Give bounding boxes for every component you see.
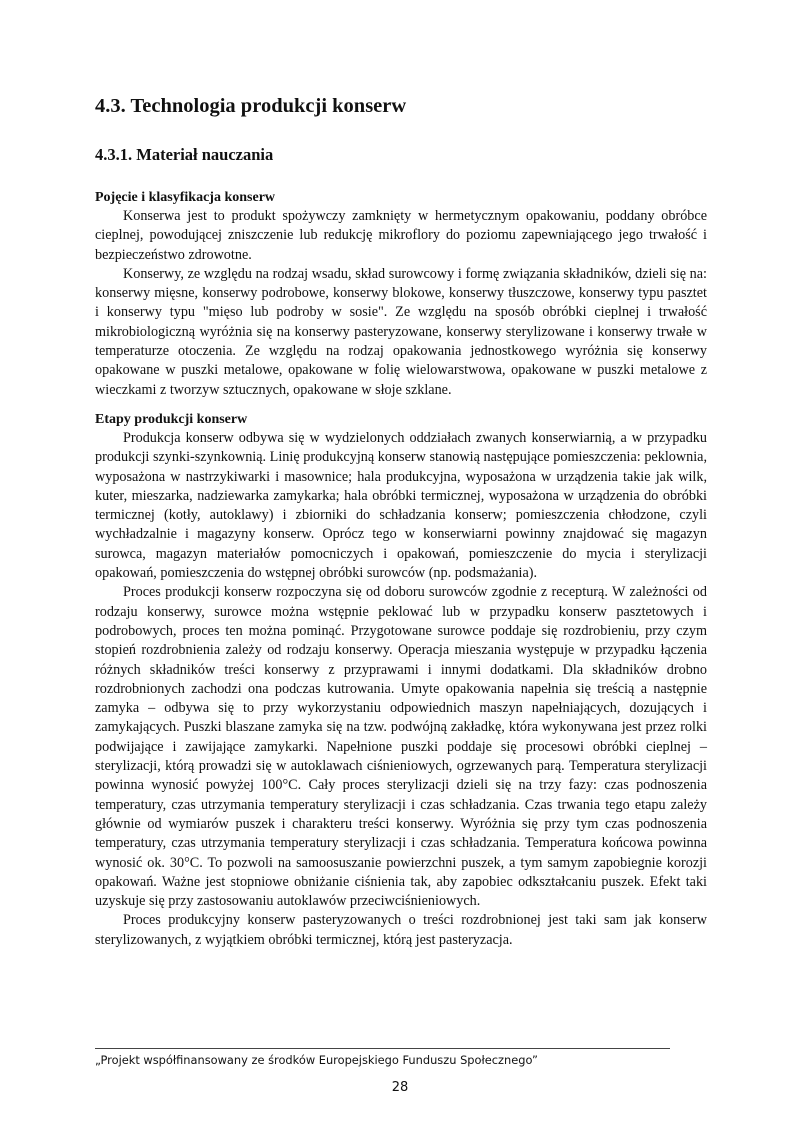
- section-title: 4.3. Technologia produkcji konserw: [95, 95, 407, 117]
- paragraph: Produkcja konserw odbywa się w wydzielonych oddziałach zwanych konserwiarnią, a w przypadku produkcji szynki-szynkownią. Linię produkcyjną konserw stanowią następujące pomieszczenia: peklownia, wyposażona w nastrzykiwarki i masownice; hala produkcyjna, wyposażona w urządzenia takie jak wilk, kuter, mieszarka, nadziewarka zamykarka; hala obróbki termicznej, wyposażona w urządzenia do obróbki termicznej (kotły, autoklawy) i zbiorniki do schładzania konserw; pomieszczenia chłodzone, czyli wychładzalnie i magazyny konserw. Oprócz tego w konserwiarni powinny znajdować się magazyn surowca, magazyn materiałów pomocniczych i opakowań, pomieszczenie do mycia i sterylizacji opakowań, pomieszczenia do wstępnej obróbki surowców (np. podsmażania).: [95, 429, 707, 582]
- paragraph: Proces produkcji konserw rozpoczyna się od doboru surowców zgodnie z recepturą. W zależności od rodzaju konserwy, surowce można wstępnie peklować lub w przypadku konserw pasztetowych i podrobowych, proces ten można pominąć. Przygotowane surowce poddaje się rozdrobieniu, przy czym stopień rozdrobnienia zależy od rodzaju konserwy. Operacja mieszania występuje w przypadku łączenia różnych składników treści konserwy z przyprawami i innymi dodatkami. Dla składników drobno rozdrobnionych zachodzi ona podczas kutrowania. Umyte opakowania napełnia się treścią a następnie zamyka – odbywa się to przy wykorzystaniu odpowiednich maszyn napełniających, dozujących i zamykających. Puszki blaszane zamyka się na tzw. podwójną zakładkę, która wykonywana jest przez rolki podwijające i zawijające zamykarki. Napełnione puszki poddaje się procesowi obróbki cieplnej – sterylizacji, którą prowadzi się w autoklawach ciśnieniowych, ogrzewanych parą. Temperatura sterylizacji powinna wynosić powyżej 100°C. Cały proces sterylizacji dzieli się na trzy fazy: czas podnoszenia temperatury, czas utrzymania temperatury sterylizacji i czas schładzania. Czas trwania tego etapu zależy głównie od wymiarów puszek i charakteru treści konserwy. Wyróżnia się przy tym czas podnoszenia temperatury, czas utrzymania temperatury sterylizacji i czas schładzania. Temperatura końcowa powinna wynosić ok. 30°C. To pozwoli na samoosuszanie powierzchni puszek, a tym samym zapobiegnie korozji opakowań. Ważne jest stopniowe obniżanie ciśnienia tak, aby zapobiec odkształcaniu puszek. Efekt taki uzyskuje się przy zastosowaniu autoklawów przeciwciśnieniowych.: [95, 584, 707, 910]
- paragraph: Proces produkcyjny konserw pasteryzowanych o treści rozdrobnionej jest taki sam jak konserw sterylizowanych, z wyjątkiem obróbki termicznej, którą jest pasteryzacja.: [95, 912, 707, 948]
- paragraph: Konserwa jest to produkt spożywczy zamknięty w hermetycznym opakowaniu, poddany obróbce cieplnej, powodującej zniszczenie lub redukcję mikroflory do poziomu zapewniającego jego trwałość i bezpieczeństwo zdrowotne.: [95, 208, 707, 263]
- footer-note: „Projekt współfinansowany ze środków Europejskiego Funduszu Społecznego”: [95, 1053, 538, 1067]
- page-content: [95, 92, 707, 950]
- section-heading: Pojęcie i klasyfikacja konserw: [95, 190, 276, 205]
- subsection-title: 4.3.1. Materiał nauczania: [95, 145, 274, 164]
- section-production-stages: [95, 410, 707, 950]
- footer-divider: [95, 1048, 670, 1049]
- section-heading: Etapy produkcji konserw: [95, 411, 248, 427]
- section-classification: [95, 188, 707, 400]
- page-number: 28: [391, 1080, 409, 1095]
- paragraph: Konserwy, ze względu na rodzaj wsadu, skład surowcowy i formę związania składników, dzieli się na: konserwy mięsne, konserwy podrobowe, konserwy blokowe, konserwy tłuszczowe, konserwy typu pasztet i konserwy typu "mięso lub podroby w sosie". Ze względu na sposób obróbki cieplnej i trwałość mikrobiologiczną wyróżnia się na konserwy pasteryzowane, konserwy sterylizowane i konserwy trwałe w temperaturze otoczenia. Ze względu na rodzaj opakowania jednostkowego wyróżnia się konserwy opakowane w puszki metalowe, opakowane w folię wielowarstwowa, opakowane w puszki metalowe z wieczkami z tworzyw sztucznych, opakowane w słoje szklane.: [95, 265, 707, 398]
